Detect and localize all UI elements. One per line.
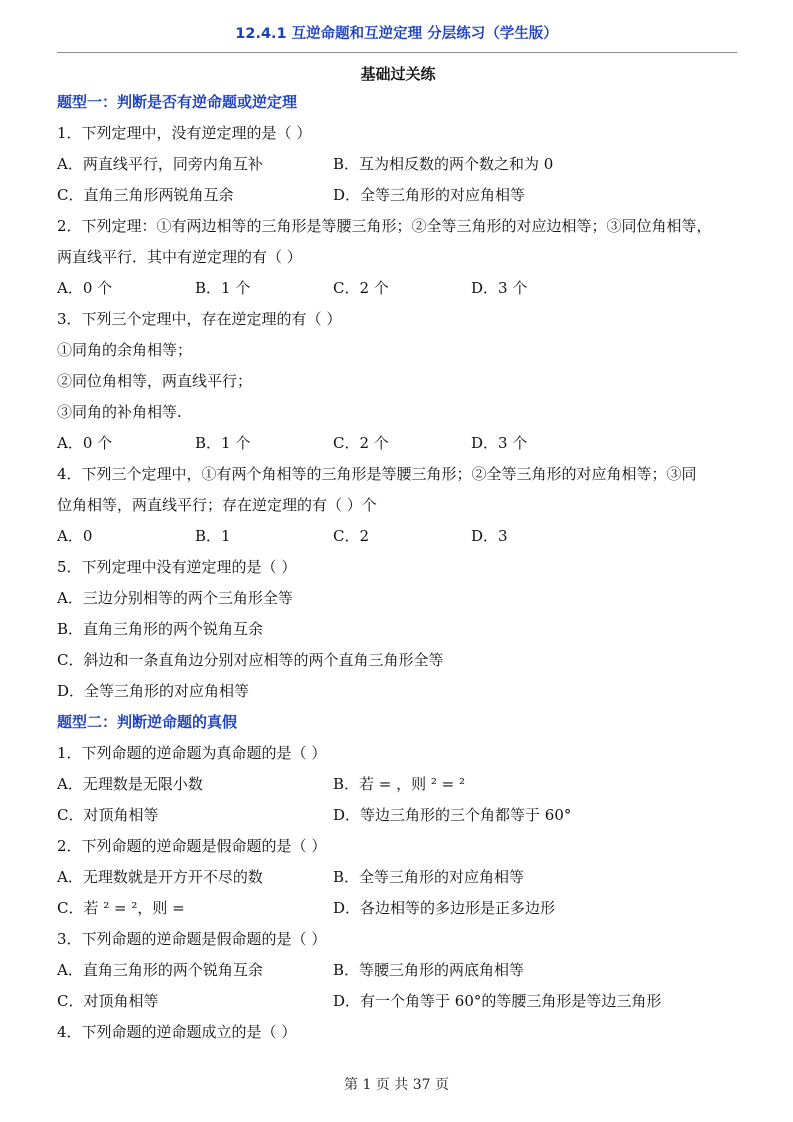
answer-option[interactable]: D．3 <box>471 527 508 545</box>
options-row <box>57 614 739 645</box>
answer-option[interactable]: A．无理数就是开方开不尽的数 <box>57 868 263 886</box>
question-stem: 2．下列命题的逆命题是假命题的是（ ） <box>57 837 327 855</box>
answer-option[interactable]: D．等边三角形的三个角都等于 60° <box>333 806 572 824</box>
question-text-line: ③同角的补角相等. <box>57 403 182 421</box>
answer-option[interactable]: B．直角三角形的两个锐角互余 <box>57 620 264 638</box>
answer-option[interactable]: C．对顶角相等 <box>57 806 159 824</box>
options-row <box>57 769 739 800</box>
answer-option[interactable]: A．0 个 <box>57 434 113 452</box>
header-divider <box>57 52 737 53</box>
answer-option[interactable]: C．斜边和一条直角边分别对应相等的两个直角三角形全等 <box>57 651 444 669</box>
question-stem: 4．下列三个定理中，①有两个角相等的三角形是等腰三角形；②全等三角形的对应角相等；③同 <box>57 465 697 483</box>
section-title: 基础过关练 <box>360 65 436 83</box>
answer-option[interactable]: B．1 <box>195 527 231 545</box>
answer-option[interactable]: A．三边分别相等的两个三角形全等 <box>57 589 293 607</box>
question <box>57 552 739 707</box>
question-stem: 3．下列三个定理中，存在逆定理的有（ ） <box>57 310 342 328</box>
answer-option[interactable]: C．对顶角相等 <box>57 992 159 1010</box>
options-row <box>57 986 739 1017</box>
answer-option[interactable]: D．各边相等的多边形是正多边形 <box>333 899 556 917</box>
document-body <box>57 61 739 1048</box>
answer-option[interactable]: B．互为相反数的两个数之和为 0 <box>333 155 554 173</box>
page-footer: 第 1 页 共 37 页 <box>344 1077 449 1093</box>
question-stem: 4．下列命题的逆命题成立的是（ ） <box>57 1023 297 1041</box>
question <box>57 924 739 1017</box>
document-header: 12.4.1 互逆命题和互逆定理 分层练习（学生版） <box>235 26 558 42</box>
options-row <box>57 893 739 924</box>
answer-option[interactable]: C．2 <box>333 527 370 545</box>
question <box>57 1017 739 1048</box>
options-row <box>57 428 739 459</box>
question <box>57 211 739 304</box>
answer-option[interactable]: A．0 个 <box>57 279 113 297</box>
options-row <box>57 521 739 552</box>
question-stem: 2．下列定理：①有两边相等的三角形是等腰三角形；②全等三角形的对应边相等；③同位角相等， <box>57 217 712 235</box>
options-row <box>57 862 739 893</box>
answer-option[interactable]: C．直角三角形两锐角互余 <box>57 186 234 204</box>
question-stem: 5．下列定理中没有逆定理的是（ ） <box>57 558 297 576</box>
question-stem: 1．下列定理中，没有逆定理的是（ ） <box>57 124 312 142</box>
options-row <box>57 645 739 676</box>
question-stem: 3．下列命题的逆命题是假命题的是（ ） <box>57 930 327 948</box>
answer-option[interactable]: B．1 个 <box>195 434 251 452</box>
options-row <box>57 955 739 986</box>
question <box>57 738 739 831</box>
options-row <box>57 583 739 614</box>
answer-option[interactable]: B．1 个 <box>195 279 251 297</box>
options-row <box>57 149 739 180</box>
options-row <box>57 676 739 707</box>
answer-option[interactable]: A．直角三角形的两个锐角互余 <box>57 961 263 979</box>
question-type-heading: 题型一：判断是否有逆命题或逆定理 <box>57 93 298 111</box>
answer-option[interactable]: C．若 ² = ²，则 = <box>57 899 185 917</box>
question-types <box>57 87 739 1048</box>
answer-option[interactable]: D．全等三角形的对应角相等 <box>333 186 526 204</box>
answer-option[interactable]: B．等腰三角形的两底角相等 <box>333 961 525 979</box>
answer-option[interactable]: D．3 个 <box>471 279 528 297</box>
answer-option[interactable]: B．全等三角形的对应角相等 <box>333 868 525 886</box>
question-text-line: 两直线平行．其中有逆定理的有（ ） <box>57 248 302 266</box>
question <box>57 118 739 211</box>
answer-option[interactable]: A．0 <box>57 527 93 545</box>
options-row <box>57 180 739 211</box>
question-stem: 1．下列命题的逆命题为真命题的是（ ） <box>57 744 327 762</box>
answer-option[interactable]: D．有一个角等于 60°的等腰三角形是等边三角形 <box>333 992 662 1010</box>
question-text-line: 位角相等，两直线平行；存在逆定理的有（ ）个 <box>57 496 377 514</box>
options-row <box>57 800 739 831</box>
answer-option[interactable]: D．3 个 <box>471 434 528 452</box>
question-text-line: ②同位角相等，两直线平行； <box>57 372 253 390</box>
answer-option[interactable]: A．两直线平行，同旁内角互补 <box>57 155 263 173</box>
answer-option[interactable]: C．2 个 <box>333 279 389 297</box>
question <box>57 459 739 552</box>
answer-option[interactable]: D．全等三角形的对应角相等 <box>57 682 250 700</box>
question-type-heading: 题型二：判断逆命题的真假 <box>57 713 238 731</box>
answer-option[interactable]: C．2 个 <box>333 434 389 452</box>
question <box>57 304 739 459</box>
question-text-line: ①同角的余角相等； <box>57 341 193 359</box>
question <box>57 831 739 924</box>
answer-option[interactable]: B．若 = ，则 ² = ² <box>333 775 466 793</box>
options-row <box>57 273 739 304</box>
answer-option[interactable]: A．无理数是无限小数 <box>57 775 203 793</box>
